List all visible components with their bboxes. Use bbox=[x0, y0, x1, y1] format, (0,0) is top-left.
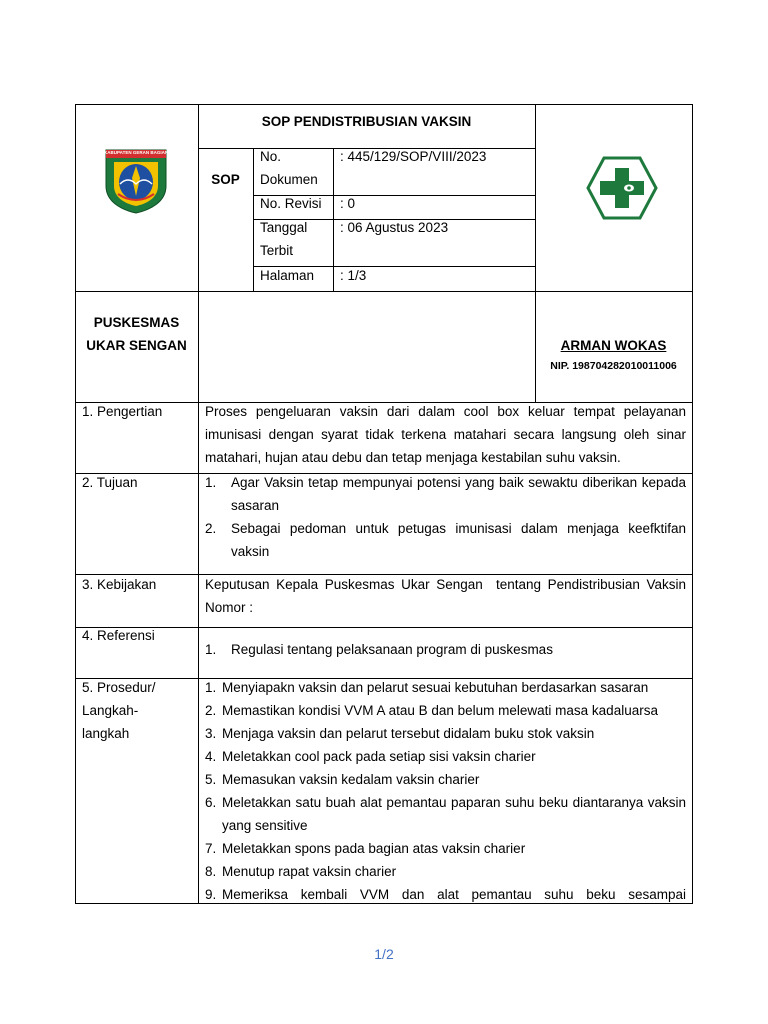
list-number: 1. bbox=[205, 475, 217, 490]
puskesmas-logo bbox=[586, 156, 658, 220]
tujuan-label: 2. Tujuan bbox=[82, 475, 138, 490]
list-number: 8. bbox=[205, 864, 217, 879]
list-text: Menutup rapat vaksin charier bbox=[222, 864, 397, 879]
list-text: Menyiapakn vaksin dan pelarut sesuai kebutuhan berdasarkan sasaran bbox=[222, 680, 649, 695]
list-text: Menjaga vaksin dan pelarut tersebut didalam buku stok vaksin bbox=[222, 726, 595, 741]
list-text: Sebagai pedoman untuk petugas imunisasi dalam menjaga keefktifan vaksin bbox=[231, 521, 686, 559]
doc-number-label: No. Dokumen bbox=[260, 149, 318, 187]
issue-date-value: : 06 Agustus 2023 bbox=[340, 220, 449, 235]
list-text: Memasukan vaksin kedalam vaksin charier bbox=[222, 772, 480, 787]
list-number: 3. bbox=[205, 726, 217, 741]
list-text: Memeriksa kembali VVM dan alat pemantau suhu beku sesampai bbox=[222, 887, 686, 902]
list-item bbox=[205, 676, 686, 699]
doc-number-value: : 445/129/SOP/VIII/2023 bbox=[340, 149, 487, 164]
kebijakan-label: 3. Kebijakan bbox=[82, 577, 157, 592]
list-text: Agar Vaksin tetap mempunyai potensi yang baik sewaktu diberikan kepada sasaran bbox=[231, 475, 686, 513]
list-number: 6. bbox=[205, 795, 217, 810]
puskesmas-name-line2: UKAR SENGAN bbox=[86, 338, 187, 353]
list-number: 7. bbox=[205, 841, 217, 856]
page-value: : 1/3 bbox=[340, 268, 367, 283]
list-item bbox=[205, 471, 686, 517]
list-text: Memastikan kondisi VVM A atau B dan belum melewati masa kadaluarsa bbox=[222, 703, 658, 718]
list-text: Meletakkan spons pada bagian atas vaksin charier bbox=[222, 841, 526, 856]
page-number: 1/2 bbox=[374, 946, 394, 962]
regency-logo bbox=[104, 148, 184, 214]
list-number: 1. bbox=[205, 642, 217, 657]
list-item bbox=[205, 722, 686, 745]
list-item bbox=[205, 517, 686, 563]
document-title: SOP PENDISTRIBUSIAN VAKSIN bbox=[261, 114, 472, 129]
list-number: 9. bbox=[205, 887, 217, 902]
prosedur-label-line3: langkah bbox=[82, 726, 130, 741]
sop-label: SOP bbox=[211, 172, 240, 187]
pengertian-label: 1. Pengertian bbox=[82, 404, 163, 419]
tujuan-list bbox=[205, 471, 686, 563]
list-text: Meletakkan satu buah alat pemantau paparan suhu beku diantaranya vaksin yang sensitive bbox=[222, 795, 686, 833]
issue-date-label: Tanggal Terbit bbox=[260, 220, 308, 258]
list-number: 1. bbox=[205, 680, 217, 695]
revision-label: No. Revisi bbox=[260, 196, 322, 211]
signer-name: ARMAN WOKAS bbox=[560, 338, 667, 353]
list-item bbox=[205, 699, 686, 722]
list-item bbox=[205, 837, 686, 860]
logo-caption-text: KABUPATEN GERAN BAGIAN TIMUR bbox=[104, 150, 184, 155]
list-item bbox=[205, 768, 686, 791]
prosedur-list bbox=[205, 676, 686, 906]
list-item bbox=[205, 638, 686, 661]
prosedur-label-line2: Langkah- bbox=[82, 703, 139, 718]
list-item bbox=[205, 883, 686, 906]
list-number: 2. bbox=[205, 521, 217, 536]
referensi-list bbox=[205, 638, 686, 661]
list-item bbox=[205, 860, 686, 883]
list-text: Regulasi tentang pelaksanaan program di puskesmas bbox=[231, 642, 553, 657]
kebijakan-text: Keputusan Kepala Puskesmas Ukar Sengan tentang Pendistribusian Vaksin Nomor : bbox=[205, 577, 690, 615]
list-number: 4. bbox=[205, 749, 217, 764]
page-label: Halaman bbox=[260, 268, 315, 283]
pengertian-text: Proses pengeluaran vaksin dari dalam cool box keluar tempat pelayanan imunisasi dengan syarat tidak terkena matahari secara langsung oleh sinar matahari, hujan atau debu dan tetap menjaga kestabilan suhu vaksin. bbox=[205, 404, 686, 465]
signer-nip: NIP. 198704282010011006 bbox=[550, 360, 677, 372]
list-item bbox=[205, 745, 686, 768]
revision-value: : 0 bbox=[340, 196, 356, 211]
list-item bbox=[205, 791, 686, 837]
referensi-label: 4. Referensi bbox=[82, 628, 155, 643]
prosedur-label-line1: 5. Prosedur/ bbox=[82, 680, 156, 695]
list-number: 5. bbox=[205, 772, 217, 787]
puskesmas-name-line1: PUSKESMAS bbox=[93, 315, 180, 330]
list-text: Meletakkan cool pack pada setiap sisi vaksin charier bbox=[222, 749, 536, 764]
list-number: 2. bbox=[205, 703, 217, 718]
